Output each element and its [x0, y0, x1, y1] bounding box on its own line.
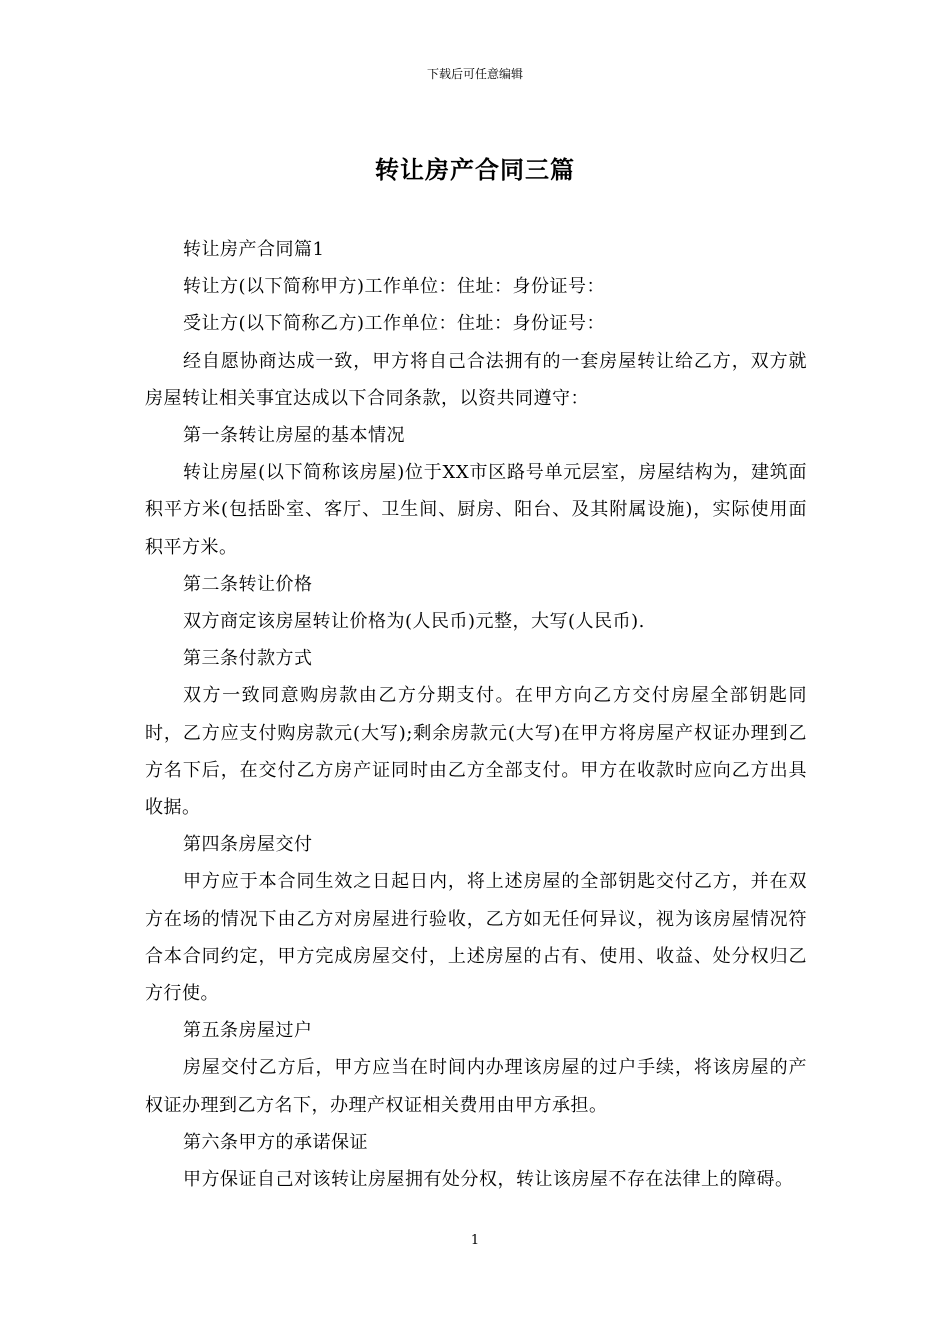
preamble-paragraph: 经自愿协商达成一致，甲方将自己合法拥有的一套房屋转让给乙方，双方就房屋转让相关事宜达成以下合同条款，以资共同遵守：	[145, 350, 807, 409]
page-number: 1	[470, 1233, 480, 1248]
article-3-body: 双方一致同意购房款由乙方分期支付。在甲方向乙方交付房屋全部钥匙同时，乙方应支付购房款元(大写);剩余房款元(大写)在甲方将房屋产权证办理到乙方名下后，在交付乙方房产证同时由乙方全部支付。甲方在收款时应向乙方出具收据。	[145, 685, 807, 819]
party-a-line: 转让方(以下简称甲方)工作单位：住址：身份证号：	[183, 276, 606, 298]
document-body	[145, 231, 807, 1198]
document-title: 转让房产合同三篇	[375, 155, 575, 184]
article-6-body: 甲方保证自己对该转让房屋拥有处分权，转让该房屋不存在法律上的障碍。	[183, 1169, 794, 1191]
article-3-heading: 第三条付款方式	[183, 648, 313, 670]
article-4-heading: 第四条房屋交付	[183, 834, 313, 856]
section-heading: 转让房产合同篇1	[183, 239, 325, 260]
article-6-heading: 第六条甲方的承诺保证	[183, 1131, 368, 1153]
article-1-body: 转让房屋(以下简称该房屋)位于XX市区路号单元层室，房屋结构为，建筑面积平方米(包括卧室、客厅、卫生间、厨房、阳台、及其附属设施)，实际使用面积平方米。	[145, 462, 807, 558]
article-5-body: 房屋交付乙方后，甲方应当在时间内办理该房屋的过户手续，将该房屋的产权证办理到乙方名下，办理产权证相关费用由甲方承担。	[145, 1057, 807, 1116]
article-5-heading: 第五条房屋过户	[183, 1020, 313, 1042]
party-b-line: 受让方(以下简称乙方)工作单位：住址：身份证号：	[183, 313, 606, 335]
article-1-heading: 第一条转让房屋的基本情况	[183, 425, 405, 447]
article-4-body: 甲方应于本合同生效之日起日内，将上述房屋的全部钥匙交付乙方，并在双方在场的情况下由乙方对房屋进行验收，乙方如无任何异议，视为该房屋情况符合本合同约定，甲方完成房屋交付，上述房屋的占有、使用、收益、处分权归乙方行使。	[145, 871, 807, 1005]
header-note: 下载后可任意编辑	[426, 67, 523, 81]
article-2-heading: 第二条转让价格	[183, 573, 313, 595]
article-2-body: 双方商定该房屋转让价格为(人民币)元整，大写(人民币).	[183, 611, 645, 633]
